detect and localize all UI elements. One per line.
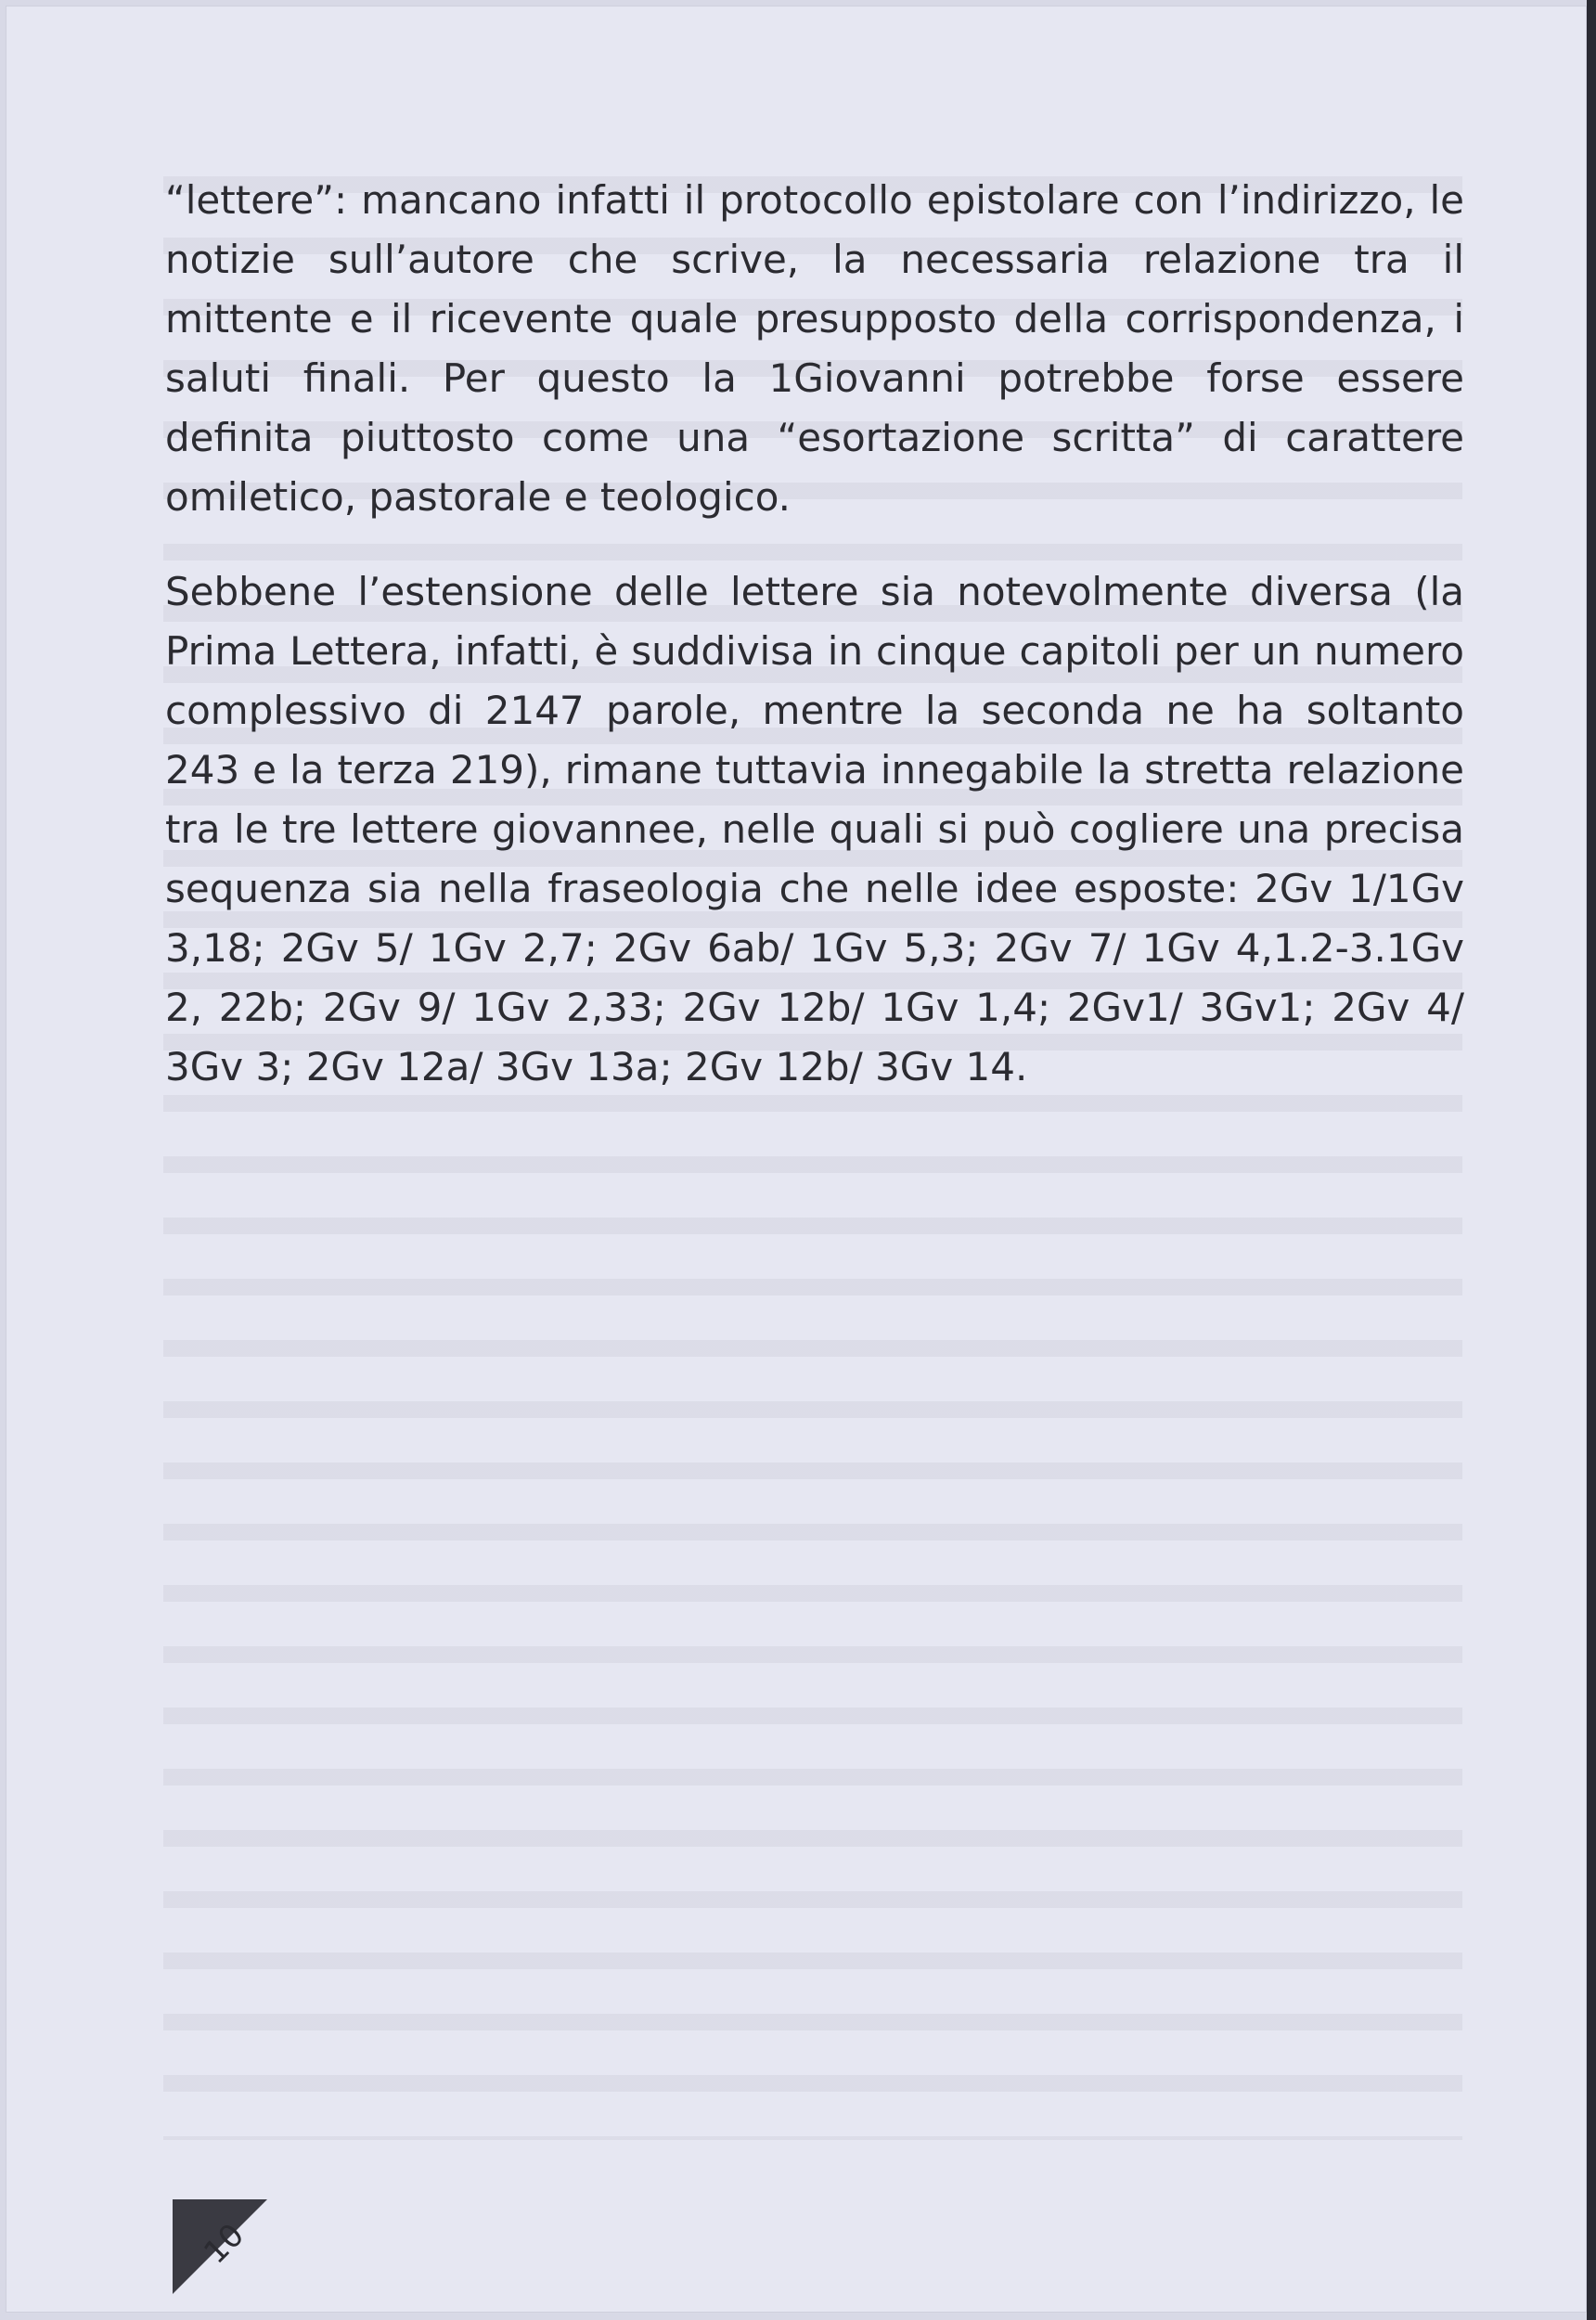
book-page	[6, 6, 1587, 2313]
paragraph-2: Sebbene l’estensione delle lettere sia notevolmente diversa (la Prima Lettera, infatti, è suddivisa in cinque capitoli per un numero complessivo di 2147 parole, mentre la seconda ne ha soltanto 243 e la terza 219), rimane tuttavia innegabile la stretta relazione tra le tre lettere giovannee, nelle quali si può cogliere una precisa sequenza sia nella fraseologia che nelle idee esposte: 2Gv 1/1Gv 3,18; 2Gv 5/ 1Gv 2,7; 2Gv 6ab/ 1Gv 5,3; 2Gv 7/ 1Gv 4,1.2-3.1Gv 2, 22b; 2Gv 9/ 1Gv 2,33; 2Gv 12b/ 1Gv 1,4; 2Gv1/ 3Gv1; 2Gv 4/ 3Gv 3; 2Gv 12a/ 3Gv 13a; 2Gv 12b/ 3Gv 14.	[165, 569, 1464, 1089]
paragraph-1: “lettere”: mancano infatti il protocollo epistolare con l’indirizzo, le notizie sull’autore che scrive, la necessaria relazione tra il mittente e il ricevente quale presupposto della corrispondenza, i saluti finali. Per questo la 1Giovanni potrebbe forse essere definita piuttosto come una “esortazione scritta” di carattere omiletico, pastorale e teologico.	[165, 177, 1464, 520]
page-edge-shadow	[1587, 0, 1596, 2320]
body-text	[165, 171, 1464, 1132]
page-number: 10	[197, 2216, 252, 2272]
